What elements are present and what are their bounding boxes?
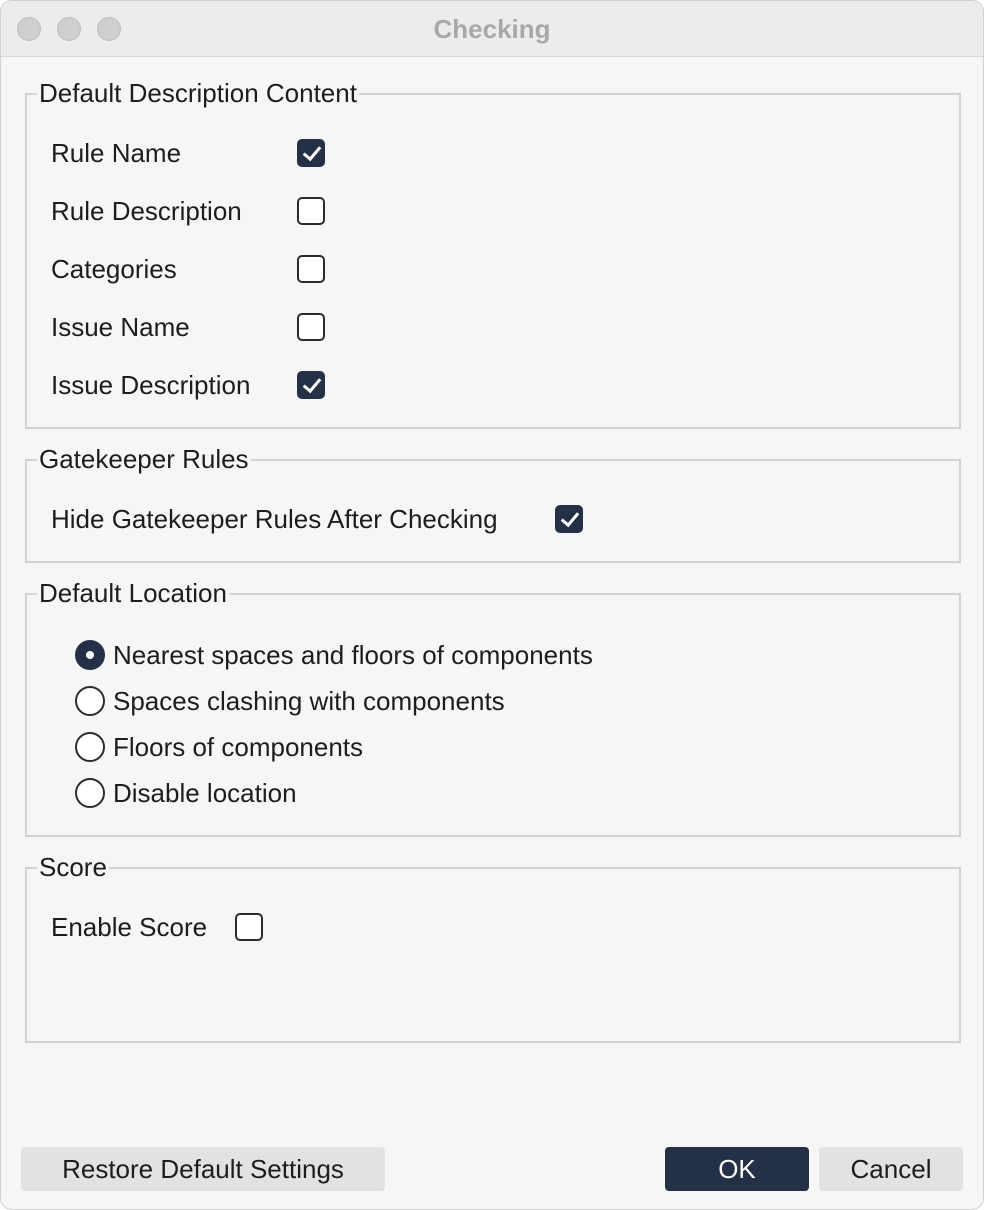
issue-name-checkbox[interactable]	[297, 313, 325, 341]
issue-description-label: Issue Description	[51, 370, 251, 400]
spaces-clashing-label[interactable]: Spaces clashing with components	[113, 686, 505, 716]
spaces-clashing-radio[interactable]	[75, 686, 105, 716]
default-location-group	[25, 578, 961, 837]
score-legend: Score	[37, 849, 109, 885]
title-bar	[1, 1, 983, 57]
score-group	[25, 852, 961, 1043]
rule-name-checkbox[interactable]	[297, 139, 325, 167]
floors-of-components-radio[interactable]	[75, 732, 105, 762]
description-content-legend: Default Description Content	[37, 75, 359, 111]
disable-location-radio[interactable]	[75, 778, 105, 808]
hide-gatekeeper-label: Hide Gatekeeper Rules After Checking	[51, 504, 498, 534]
rule-description-checkbox[interactable]	[297, 197, 325, 225]
categories-label: Categories	[51, 254, 177, 284]
disable-location-label[interactable]: Disable location	[113, 778, 297, 808]
issue-description-checkbox[interactable]	[297, 371, 325, 399]
rule-name-label: Rule Name	[51, 138, 182, 168]
cancel-button[interactable]: Cancel	[819, 1147, 963, 1191]
nearest-spaces-radio[interactable]	[75, 640, 105, 670]
hide-gatekeeper-checkbox[interactable]	[555, 505, 583, 533]
enable-score-label: Enable Score	[51, 912, 208, 942]
nearest-spaces-label[interactable]: Nearest spaces and floors of components	[113, 640, 593, 670]
gatekeeper-rules-legend: Gatekeeper Rules	[37, 441, 251, 477]
categories-checkbox[interactable]	[297, 255, 325, 283]
window-title: Checking	[433, 14, 551, 44]
gatekeeper-rules-group	[25, 444, 961, 563]
description-content-group	[25, 78, 961, 429]
issue-name-label: Issue Name	[51, 312, 190, 342]
restore-default-settings-button[interactable]: Restore Default Settings	[21, 1147, 385, 1191]
default-location-legend: Default Location	[37, 575, 229, 611]
ok-button[interactable]: OK	[665, 1147, 809, 1191]
enable-score-checkbox[interactable]	[235, 913, 263, 941]
floors-of-components-label[interactable]: Floors of components	[113, 732, 364, 762]
rule-description-label: Rule Description	[51, 196, 242, 226]
